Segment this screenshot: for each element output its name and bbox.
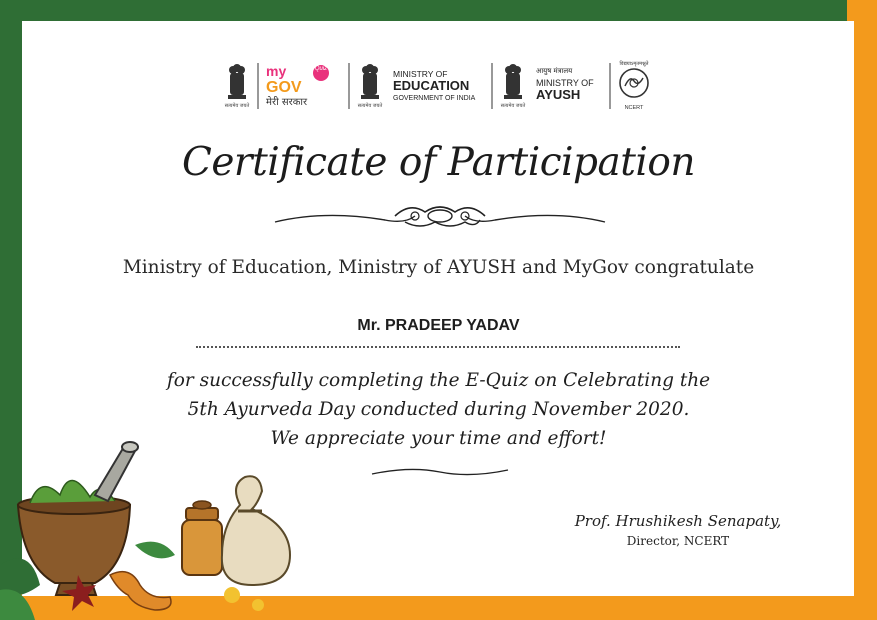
emblem-caption: सत्यमेव जयते: [357, 103, 383, 109]
signatory-block: [558, 512, 798, 548]
education-line1: MINISTRY OF: [393, 69, 448, 79]
education-logo: [393, 69, 476, 102]
national-emblem-icon: [501, 64, 526, 109]
signatory-name: Prof. Hrushikesh Senapaty,: [574, 512, 782, 530]
ayush-hindi: आयुष मंत्रालय: [536, 67, 573, 75]
certificate-title: Certificate of Participation: [182, 140, 695, 185]
mygov-gov: GOV: [266, 79, 302, 96]
ncert-hindi: विद्ययाऽमृतमश्नुते: [619, 61, 649, 67]
body-line-3: We appreciate your time and effort!: [270, 428, 607, 449]
ayush-line1: MINISTRY OF: [536, 78, 594, 88]
small-flourish-ornament: [370, 464, 510, 480]
ayush-line2: AYUSH: [536, 87, 581, 102]
ncert-label: NCERT: [624, 105, 644, 111]
recipient-name: Mr. PRADEEP YADAV: [357, 317, 520, 334]
mygov-tagline: मेरी सरकार: [266, 97, 308, 108]
national-emblem-icon: [225, 64, 250, 109]
name-dotted-line: [196, 346, 680, 348]
body-line-2: 5th Ayurveda Day conducted during November 2020.: [187, 399, 690, 420]
emblem-caption: सत्यमेव जयते: [224, 103, 250, 109]
congratulation-line: Ministry of Education, Ministry of AYUSH and MyGov congratulate: [122, 257, 755, 278]
ayurveda-herbs-illustration: [0, 425, 310, 620]
ncert-logo: [620, 60, 649, 111]
title-flourish-ornament: [265, 198, 615, 238]
mygov-logo: [266, 63, 329, 108]
emblem-caption: सत्यमेव जयते: [500, 103, 526, 109]
mygov-my: my: [266, 63, 287, 79]
education-line3: GOVERNMENT OF INDIA: [393, 95, 476, 102]
signatory-designation: Director, NCERT: [626, 534, 730, 548]
ayush-logo: [536, 67, 594, 102]
education-line2: EDUCATION: [393, 78, 470, 93]
quiz-badge: Quiz: [314, 66, 328, 72]
body-line-1: for successfully completing the E-Quiz on Celebrating the: [166, 370, 711, 391]
logo-strip: [222, 59, 658, 115]
national-emblem-icon: [358, 64, 383, 109]
